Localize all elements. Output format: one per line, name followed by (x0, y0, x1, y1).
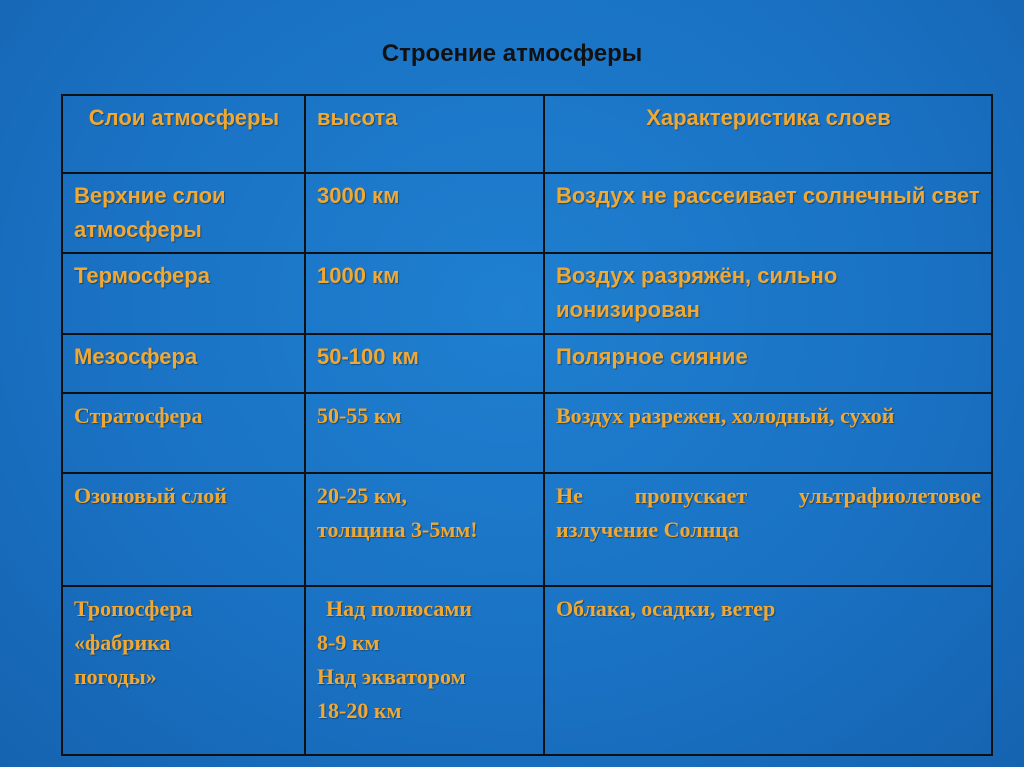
layer-cell: Термосфера (62, 253, 305, 334)
header-height: высота (305, 95, 544, 173)
height-line: Над экватором (317, 664, 466, 689)
description-cell: Облака, осадки, ветер (544, 586, 992, 755)
height-line: 20-25 км, (317, 483, 407, 508)
header-characteristics: Характеристика слоев (544, 95, 992, 173)
slide-title: Строение атмосферы (381, 40, 643, 67)
height-cell (305, 586, 544, 755)
height-line: 18-20 км (317, 698, 402, 723)
description-cell: Полярное сияние (544, 334, 992, 393)
description-cell: Воздух разрежен, холодный, сухой (544, 393, 992, 473)
height-line: Над полюсами (326, 596, 472, 621)
layer-line: Тропосфера (74, 596, 193, 621)
height-cell: 50-100 км (305, 334, 544, 393)
table-row (62, 253, 992, 334)
description-cell: Не пропускает ультрафиолетовое излучение Солнца (544, 473, 992, 586)
layer-line: «фабрика (74, 630, 171, 655)
height-cell: 3000 км (305, 173, 544, 253)
table-row (62, 393, 992, 473)
table-row (62, 173, 992, 253)
height-cell: 50-55 км (305, 393, 544, 473)
table-row (62, 334, 992, 393)
layer-line: погоды» (74, 664, 157, 689)
height-line: 8-9 км (317, 630, 380, 655)
height-line: толщина 3-5мм! (317, 517, 478, 542)
layer-cell: Верхние слои атмосферы (62, 173, 305, 253)
layer-cell: Стратосфера (62, 393, 305, 473)
height-cell (305, 473, 544, 586)
layer-cell: Мезосфера (62, 334, 305, 393)
table-header-row (62, 95, 992, 173)
layer-cell (62, 586, 305, 755)
layer-cell: Озоновый слой (62, 473, 305, 586)
table-row (62, 586, 992, 755)
header-layers: Слои атмосферы (62, 95, 305, 173)
table-row (62, 473, 992, 586)
description-cell: Воздух разряжён, сильно ионизирован (544, 253, 992, 334)
description-cell: Воздух не рассеивает солнечный свет (544, 173, 992, 253)
atmosphere-structure-table (61, 94, 993, 756)
height-cell: 1000 км (305, 253, 544, 334)
